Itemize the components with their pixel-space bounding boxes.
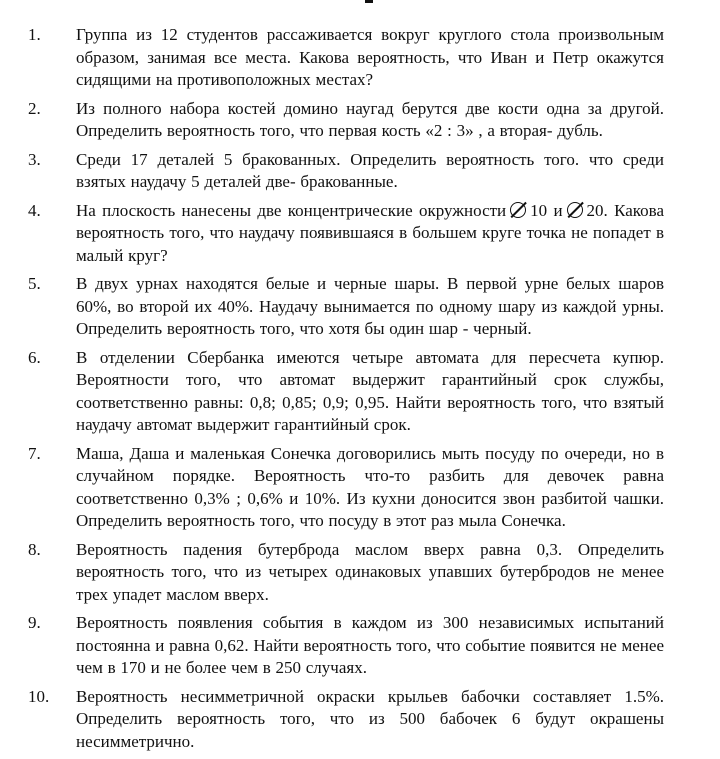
cropped-heading-fragment <box>365 0 373 3</box>
problem-item-6 <box>0 347 720 437</box>
diameter-value-small: 10 и <box>530 200 563 220</box>
problem-item-8 <box>0 539 720 607</box>
problem-text: Среди 17 деталей 5 бракованных. Определить вероятность того. что среди взятых наудачу 5 деталей две- бракованные. <box>76 149 664 191</box>
problem-item-3 <box>0 149 720 194</box>
problem-number: 8. <box>28 539 41 559</box>
problem-number: 5. <box>28 274 41 293</box>
problem-item-5 <box>0 273 720 341</box>
problem-text-part: На плоскость нанесены две концентрические окружности <box>76 200 507 220</box>
problem-text: Маша, Даша и маленькая Сонечка договорились мыть посуду по очереди, но в случайном порядке. Вероятность что-то разбить для девочек равна соответственно 0,3% ; 0,6% и 10%. Из кухни доносится звон разбитой чашки. Определить вероятность того, что посуду в этот раз мыла Сонечка. <box>76 443 664 530</box>
problem-text: Группа из 12 студентов рассаживается вокруг круглого стола произвольным образом, занимая все места. Какова вероятность, что Иван и Петр окажутся сидящими на противоположных местах? <box>76 25 664 89</box>
problem-text-part: Какова вероятность того, что наудачу появившаяся в большем круге точка не попадет в малый круг? <box>76 200 664 265</box>
problem-number: 10. <box>28 686 50 706</box>
problem-list <box>0 24 720 759</box>
diameter-value-large: 20. <box>586 200 608 220</box>
problem-text: Из полного набора костей домино наугад берутся две кости одна за другой. Определить вероятность того, что первая кость «2 : 3» , а вторая- дубль. <box>76 98 664 140</box>
problem-text: Вероятность падения бутерброда маслом вверх равна 0,3. Определить вероятность того, что из четырех одинаковых упавших бутербродов не менее трех упадет маслом вверх. <box>76 539 664 604</box>
diameter-symbol-icon <box>510 202 526 218</box>
diameter-symbol-icon <box>567 202 583 218</box>
problem-item-7 <box>0 443 720 533</box>
problem-item-10 <box>0 686 720 754</box>
problem-number: 2. <box>28 98 41 118</box>
problem-item-4 <box>0 200 720 268</box>
problem-number: 3. <box>28 149 41 169</box>
problem-text <box>76 200 664 268</box>
problem-text: Вероятность несимметричной окраски крыльев бабочки составляет 1.5%. Определить вероятность того, что из 500 бабочек 6 будут окрашены несимметрично. <box>76 686 664 751</box>
problem-number: 9. <box>28 613 41 632</box>
problem-text: В отделении Сбербанка имеются четыре автомата для пересчета купюр. Вероятности того, что автомат выдержит гарантийный срок службы, соответственно равны: 0,8; 0,85; 0,9; 0,95. Найти вероятность того, что взятый наудачу автомат выдержит гарантийный срок. <box>76 347 664 434</box>
problem-number: 1. <box>28 25 41 44</box>
problem-item-9 <box>0 612 720 680</box>
problem-text: В двух урнах находятся белые и черные шары. В первой урне белых шаров 60%, во второй их 40%. Наудачу вынимается по одному шару из каждой урны. Определить вероятность того, что хотя бы один шар - черный. <box>76 274 664 338</box>
problem-number: 4. <box>28 200 41 220</box>
problem-item-1 <box>0 24 720 92</box>
problem-number: 6. <box>28 347 41 367</box>
problem-text: Вероятность появления события в каждом из 300 независимых испытаний постоянна и равна 0,62. Найти вероятность того, что событие появится не менее чем в 170 и не более чем в 250 случаях. <box>76 613 664 677</box>
problem-number: 7. <box>28 443 41 463</box>
problem-item-2 <box>0 98 720 143</box>
